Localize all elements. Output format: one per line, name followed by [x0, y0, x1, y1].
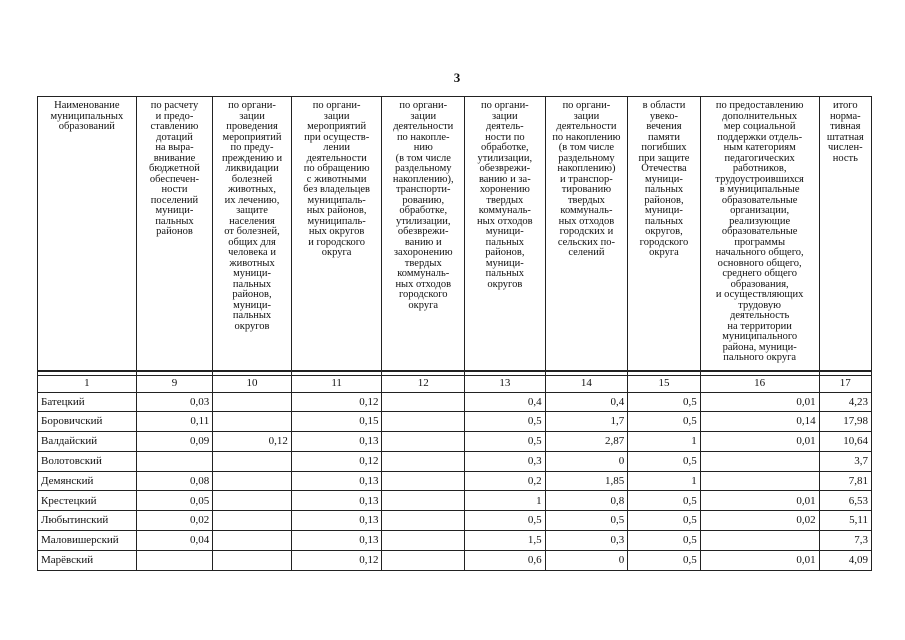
value-cell: [213, 531, 292, 551]
municipality-name-cell: Батецкий: [38, 392, 137, 412]
value-cell: 7,81: [819, 471, 871, 491]
municipality-name-cell: Демянский: [38, 471, 137, 491]
value-cell: 0,13: [291, 491, 382, 511]
value-cell: 4,09: [819, 550, 871, 570]
value-cell: [700, 451, 819, 471]
column-number: 9: [136, 375, 213, 392]
value-cell: 0,01: [700, 432, 819, 452]
value-cell: 1: [465, 491, 546, 511]
value-cell: [382, 511, 465, 531]
municipality-name-cell: Волотовский: [38, 451, 137, 471]
value-cell: 0,12: [291, 392, 382, 412]
table-row: [38, 392, 872, 412]
value-cell: 0,13: [291, 471, 382, 491]
table-row: [38, 471, 872, 491]
header-col-11: по органи- зации мероприятий при осуществ- лении деятельности по обращению с животными без владельцев муниципаль- ных районов, муниципаль- ных округов и городского округа: [291, 97, 382, 371]
value-cell: 0,8: [545, 491, 628, 511]
column-number: 15: [628, 375, 701, 392]
column-number: 13: [465, 375, 546, 392]
municipality-name-cell: Валдайский: [38, 432, 137, 452]
value-cell: 3,7: [819, 451, 871, 471]
value-cell: 0,01: [700, 392, 819, 412]
value-cell: 0,13: [291, 432, 382, 452]
value-cell: 0,02: [700, 511, 819, 531]
header-col-16: по предоставлению дополнительных мер социальной поддержки отдель- ным категориям педагогических работников, трудоустроившихся в муниципальные образовательные организации, реализующие образовательные программы начального общего, основного общего, среднего общего образования, и осуществляющих трудовую деятельность на территории муниципального района, муници- пального округа: [700, 97, 819, 371]
value-cell: 0,5: [628, 511, 701, 531]
value-cell: [213, 511, 292, 531]
header-municipality: Наименование муниципальных образований: [38, 97, 137, 371]
value-cell: [382, 531, 465, 551]
value-cell: 0,04: [136, 531, 213, 551]
value-cell: 0,5: [628, 531, 701, 551]
value-cell: 0,05: [136, 491, 213, 511]
header-col-15: в области увеко- вечения памяти погибших при защите Отечества муници- пальных районов, муници- пальных округов, городского округа: [628, 97, 701, 371]
header-col-17: итого норма- тивная штатная числен- ность: [819, 97, 871, 371]
staffing-table: [37, 96, 872, 571]
value-cell: 0,3: [465, 451, 546, 471]
value-cell: 0,15: [291, 412, 382, 432]
value-cell: 5,11: [819, 511, 871, 531]
value-cell: [700, 471, 819, 491]
header-col-14: по органи- зации деятельности по накоплению (в том числе раздельному накоплению) и транспор- тированию твердых коммуналь- ных отходов городских и сельских по- селений: [545, 97, 628, 371]
value-cell: 0,01: [700, 550, 819, 570]
value-cell: 0,12: [213, 432, 292, 452]
value-cell: [382, 451, 465, 471]
value-cell: 0,14: [700, 412, 819, 432]
value-cell: 0,2: [465, 471, 546, 491]
value-cell: 6,53: [819, 491, 871, 511]
value-cell: 1: [628, 432, 701, 452]
value-cell: 0,08: [136, 471, 213, 491]
value-cell: [382, 491, 465, 511]
value-cell: [213, 451, 292, 471]
municipality-name-cell: Крестецкий: [38, 491, 137, 511]
value-cell: 0,5: [628, 412, 701, 432]
header-col-9: по расчету и предо- ставлению дотаций на выра- внивание бюджетной обеспечен- ности поселений муници- пальных районов: [136, 97, 213, 371]
municipality-name-cell: Марёвский: [38, 550, 137, 570]
table-row: [38, 491, 872, 511]
value-cell: 1: [628, 471, 701, 491]
value-cell: [213, 550, 292, 570]
page-number: 3: [453, 70, 461, 85]
table-row: [38, 412, 872, 432]
value-cell: [382, 471, 465, 491]
value-cell: 17,98: [819, 412, 871, 432]
value-cell: [213, 491, 292, 511]
value-cell: 0,4: [465, 392, 546, 412]
column-number-row: [38, 375, 872, 392]
value-cell: 0,03: [136, 392, 213, 412]
value-cell: 1,5: [465, 531, 546, 551]
column-number: 17: [819, 375, 871, 392]
value-cell: 0,12: [291, 550, 382, 570]
value-cell: 1,7: [545, 412, 628, 432]
value-cell: [700, 531, 819, 551]
column-number: 10: [213, 375, 292, 392]
value-cell: [213, 392, 292, 412]
value-cell: 0,5: [465, 432, 546, 452]
table-row: [38, 451, 872, 471]
value-cell: 0,01: [700, 491, 819, 511]
value-cell: 1,85: [545, 471, 628, 491]
table-row: [38, 550, 872, 570]
value-cell: [136, 550, 213, 570]
municipality-name-cell: Боровичский: [38, 412, 137, 432]
value-cell: [382, 412, 465, 432]
value-cell: [382, 432, 465, 452]
value-cell: 0,02: [136, 511, 213, 531]
table-row: [38, 432, 872, 452]
value-cell: 0,09: [136, 432, 213, 452]
column-number: 14: [545, 375, 628, 392]
value-cell: 0: [545, 550, 628, 570]
value-cell: [213, 412, 292, 432]
value-cell: 7,3: [819, 531, 871, 551]
value-cell: 0,5: [628, 451, 701, 471]
value-cell: 0,13: [291, 531, 382, 551]
value-cell: 0,4: [545, 392, 628, 412]
value-cell: [136, 451, 213, 471]
value-cell: 0,11: [136, 412, 213, 432]
municipality-name-cell: Любытинский: [38, 511, 137, 531]
table-row: [38, 531, 872, 551]
value-cell: 0,12: [291, 451, 382, 471]
value-cell: 2,87: [545, 432, 628, 452]
table-row: [38, 511, 872, 531]
column-number: 1: [38, 375, 137, 392]
header-row: [38, 97, 872, 371]
value-cell: 0,13: [291, 511, 382, 531]
value-cell: 0,5: [465, 412, 546, 432]
header-col-13: по органи- зации деятель- ности по обработке, утилизации, обезврежи- ванию и за- хоронению твердых коммуналь- ных отходов муници- пальных районов, муници- пальных округов: [465, 97, 546, 371]
value-cell: 0,5: [628, 392, 701, 412]
header-col-10: по органи- зации проведения мероприятий по преду- преждению и ликвидации болезней животных, их лечению, защите населения от болезней, общих для человека и животных муници- пальных районов, муници- пальных округов: [213, 97, 292, 371]
value-cell: [382, 392, 465, 412]
value-cell: 10,64: [819, 432, 871, 452]
column-number: 11: [291, 375, 382, 392]
value-cell: 0,6: [465, 550, 546, 570]
column-number: 12: [382, 375, 465, 392]
value-cell: 0,5: [545, 511, 628, 531]
value-cell: [382, 550, 465, 570]
value-cell: 0,3: [545, 531, 628, 551]
header-col-12: по органи- зации деятельности по накопле- нию (в том числе раздельному накоплению), транспорти- рованию, обработке, утилизации, обезврежи- ванию и захоронению твердых коммуналь- ных отходов городского округа: [382, 97, 465, 371]
value-cell: 0,5: [465, 511, 546, 531]
value-cell: [213, 471, 292, 491]
value-cell: 0: [545, 451, 628, 471]
value-cell: 0,5: [628, 550, 701, 570]
column-number: 16: [700, 375, 819, 392]
value-cell: 4,23: [819, 392, 871, 412]
value-cell: 0,5: [628, 491, 701, 511]
municipality-name-cell: Маловишерский: [38, 531, 137, 551]
